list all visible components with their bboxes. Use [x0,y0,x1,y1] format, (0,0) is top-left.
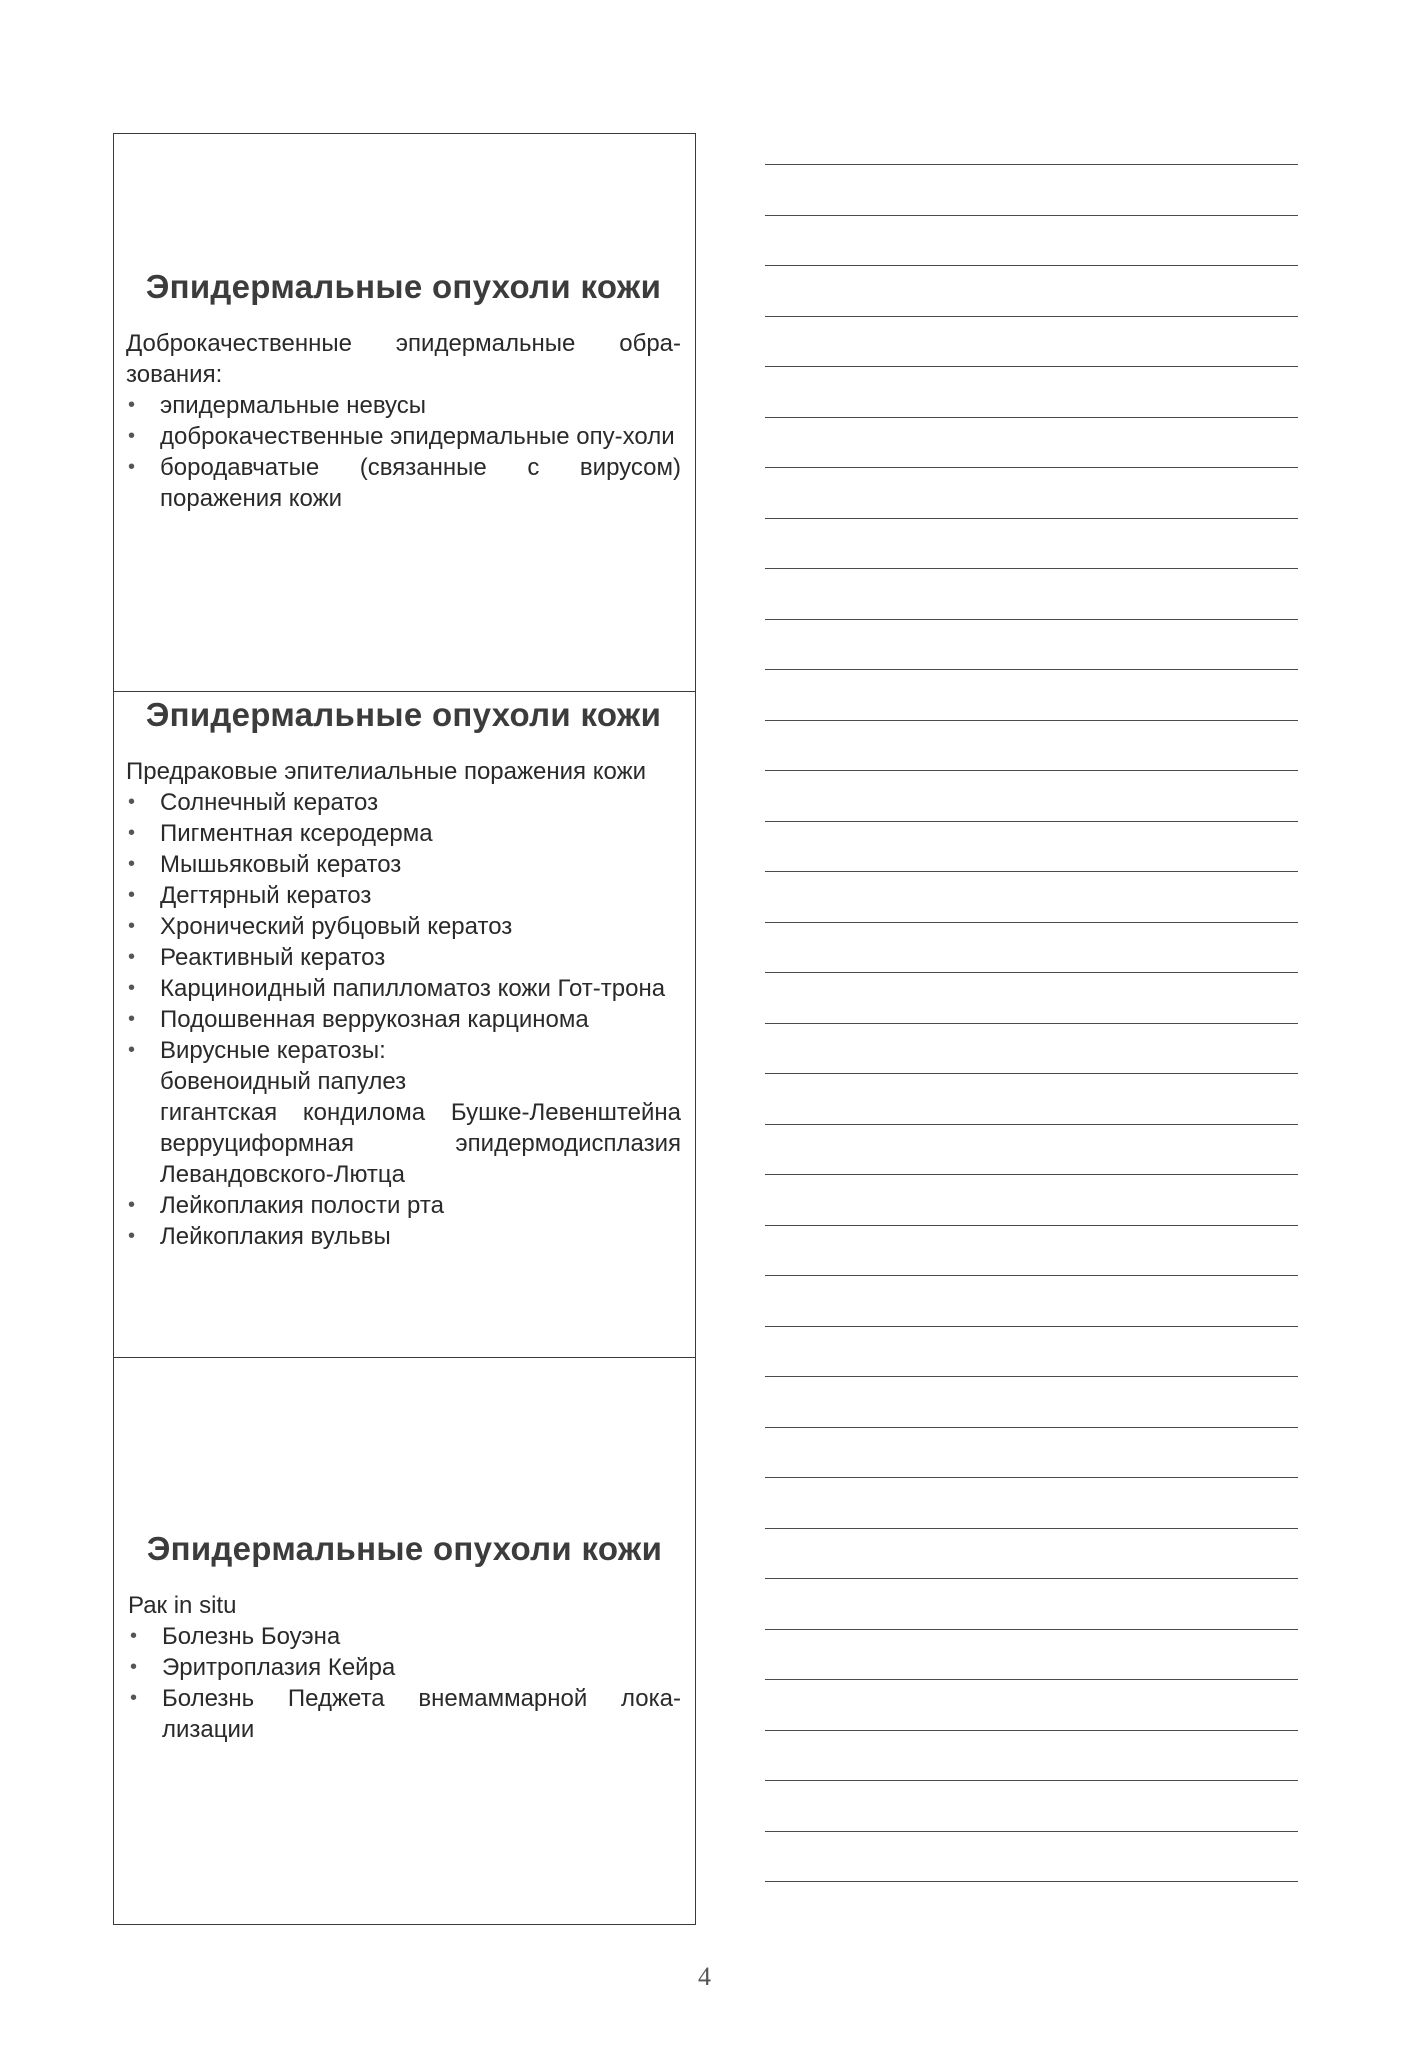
note-line [765,1578,1298,1579]
list-item: • Подошвенная веррукозная карцинома [128,1006,589,1033]
note-line [765,1275,1298,1276]
bullet-icon: • [128,1039,136,1061]
note-line [765,1174,1298,1175]
slide-intro: Рак in situ [128,1592,237,1619]
notes-lines [765,164,1298,1932]
slide-2 [114,691,695,1357]
note-line [765,518,1298,519]
note-line [765,922,1298,923]
note-line [765,316,1298,317]
note-line [765,1881,1298,1882]
note-line [765,1023,1298,1024]
bullet-icon: • [128,822,136,844]
slide-bullet-list [126,390,681,514]
list-item: • Лейкоплакия вульвы [128,1223,391,1250]
note-line [765,1225,1298,1226]
bullet-icon: • [128,791,136,813]
note-line [765,1073,1298,1074]
note-line [765,164,1298,165]
bullet-icon: • [130,1625,138,1647]
bullet-icon: • [130,1687,138,1709]
note-line [765,669,1298,670]
bullet-icon: • [128,884,136,906]
bullet-icon: • [128,977,136,999]
list-item: • Хронический рубцовый кератоз [128,913,513,940]
note-line [765,215,1298,216]
list-item: • Мышьяковый кератоз [128,851,402,878]
bullet-icon: • [128,915,136,937]
slide-title: Эпидермальные опухоли кожи [145,696,662,733]
list-item: • Болезнь Боуэна [130,1623,341,1650]
slide-1 [114,134,695,691]
note-line [765,467,1298,468]
slide-intro: Предраковые эпителиальные поражения кожи [126,758,647,785]
slide-bullet-list [128,1621,681,1745]
page-number: 4 [698,1962,711,1991]
bullet-icon: • [128,425,136,447]
note-line [765,1679,1298,1680]
slide-intro: Доброкачественные эпидермальные обра-зования: [126,330,681,388]
list-item: • Лейкоплакия полости рта [128,1192,444,1219]
note-line [765,1831,1298,1832]
note-line [765,972,1298,973]
list-item: • эпидермальные невусы [128,392,427,419]
bullet-icon: • [128,1008,136,1030]
bullet-icon: • [128,1225,136,1247]
note-line [765,1326,1298,1327]
note-line [765,720,1298,721]
list-item: • Солнечный кератоз [128,789,379,816]
note-line [765,1629,1298,1630]
slide-bullet-list [126,787,681,1252]
sub-list-item: бовеноидный папулез [160,1068,407,1095]
note-line [765,417,1298,418]
note-line [765,1477,1298,1478]
note-line [765,1124,1298,1125]
note-line [765,265,1298,266]
slide-title: Эпидермальные опухоли кожи [145,268,662,305]
list-item: • Пигментная ксеродерма [128,820,433,847]
note-line [765,1427,1298,1428]
bullet-icon: • [128,394,136,416]
list-item: • Вирусные кератозы: бовеноидный папулез гигантская кондилома Бушке-Левенштейна верруциформная эпидермодисплазия Левандовского-Лютца [128,1037,681,1188]
note-line [765,821,1298,822]
note-line [765,568,1298,569]
list-item: • Реактивный кератоз [128,944,386,971]
slide-title: Эпидермальные опухоли кожи [146,1530,663,1567]
note-line [765,770,1298,771]
note-line [765,1730,1298,1731]
note-line [765,619,1298,620]
note-line [765,871,1298,872]
note-line [765,1780,1298,1781]
bullet-icon: • [130,1656,138,1678]
bullet-icon: • [128,853,136,875]
list-item: • Эритроплазия Кейра [130,1654,396,1681]
slide-3 [114,1357,695,1924]
list-item: • Дегтярный кератоз [128,882,372,909]
note-line [765,1376,1298,1377]
list-item: • Карциноидный папилломатоз кожи Гот-трона [128,975,666,1002]
note-line [765,1528,1298,1529]
bullet-icon: • [128,946,136,968]
sub-list-item: гигантская кондилома Бушке-Левенштейна [160,1099,681,1126]
bullet-icon: • [128,456,136,478]
sub-list-item: верруциформная эпидермодисплазия Левандовского-Лютца [160,1130,681,1188]
list-item: • Болезнь Педжета внемаммарной лока-лизации [130,1685,681,1743]
list-item: • бородавчатые (связанные с вирусом) поражения кожи [128,454,681,512]
bullet-icon: • [128,1194,136,1216]
list-item: • доброкачественные эпидермальные опу-холи [128,423,675,450]
slides-column [113,133,696,1925]
note-line [765,366,1298,367]
